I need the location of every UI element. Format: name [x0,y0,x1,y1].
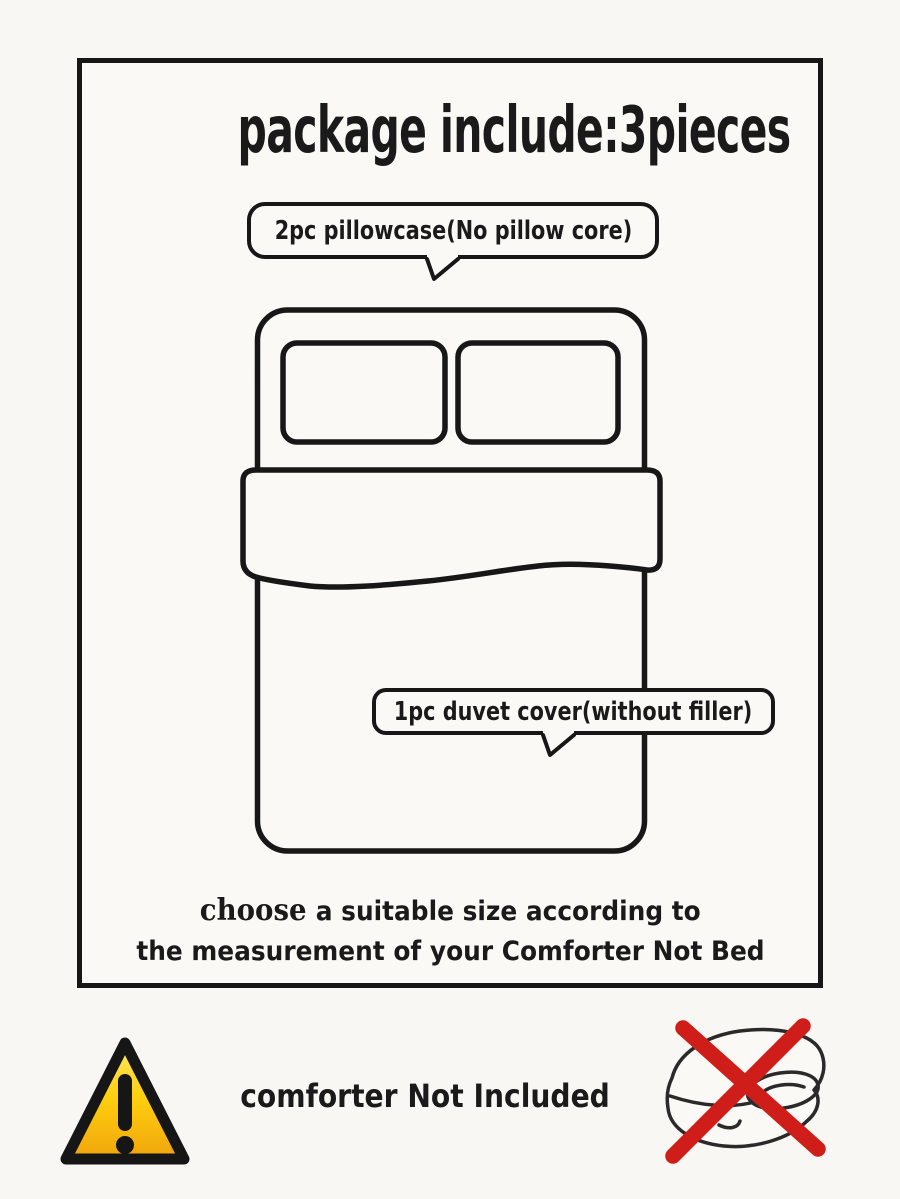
panel-title-text: package include:3pieces [237,94,791,168]
size-note-lead: choose [199,893,307,928]
pillowcase-callout [247,202,659,259]
bed-diagram [230,300,680,880]
package-panel [77,58,823,988]
pillowcase-callout-label: 2pc pillowcase(No pillow core) [274,215,632,246]
size-note-line2: the measurement of your Comforter Not Bed [135,936,765,967]
duvet-callout-tail-icon [541,728,577,760]
size-note [82,891,818,972]
footer-warning-text: comforter Not Included [240,1077,610,1115]
size-note-line1 [82,891,818,932]
no-comforter-icon [650,1012,890,1177]
size-note-line1-rest: a suitable size according to [315,896,701,927]
pillow-right [458,343,618,442]
pillowcase-callout-tail-icon [425,253,461,283]
panel-title [82,93,818,169]
warning-triangle-icon [58,1028,192,1178]
pillow-left [283,343,445,442]
duvet-callout-label: 1pc duvet cover(without filler) [394,696,753,727]
